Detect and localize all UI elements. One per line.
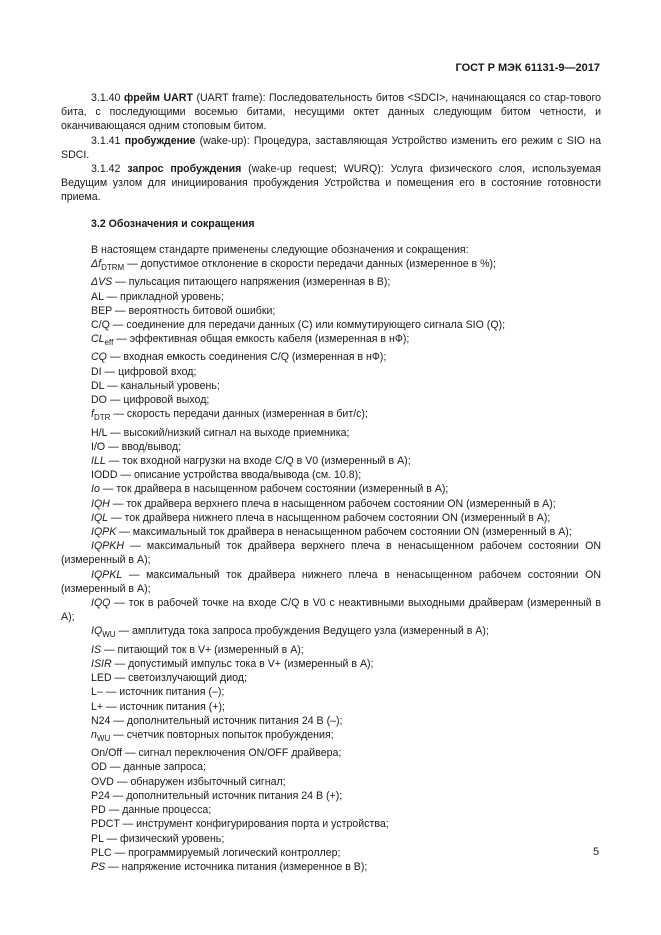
term-symbol: n	[91, 728, 97, 741]
definition-term: пробуждение	[124, 134, 196, 147]
term-description: — входная емкость соединения C/Q (измеренная в нФ);	[106, 351, 387, 364]
definitions-block	[61, 91, 601, 205]
term-symbol: On/Off	[91, 747, 123, 760]
term-description: — источник питания (–);	[102, 686, 225, 699]
term-symbol: IQPK	[91, 526, 117, 539]
term-item	[61, 275, 601, 289]
term-description: — обнаружен избыточный сигнал;	[113, 775, 286, 788]
term-item	[61, 832, 601, 846]
term-symbol: f	[91, 408, 94, 421]
term-symbol: ILL	[91, 455, 106, 467]
term-description: — дополнительный источник питания 24 В (–);	[110, 714, 343, 727]
term-item	[61, 440, 601, 454]
term-symbol: IQH	[91, 497, 110, 510]
term-subscript: WU	[102, 630, 116, 640]
term-item	[61, 714, 601, 728]
term-description: — максимальный ток драйвера верхнего плеча в ненасыщенном рабочем состоянии ON (измеренный в А);	[61, 540, 601, 567]
term-symbol: I/O	[91, 440, 106, 453]
term-item	[61, 407, 601, 425]
term-item	[61, 304, 601, 318]
term-symbol: IQQ	[91, 597, 111, 610]
term-item	[61, 426, 601, 440]
term-description: — ввод/вывод;	[105, 440, 182, 453]
term-symbol: BEP	[91, 304, 113, 317]
term-item	[61, 365, 601, 379]
term-item	[61, 624, 601, 642]
term-item	[61, 482, 601, 496]
term-subscript: DTRM	[101, 263, 125, 273]
definition-text: (wake-up): Процедура, заставляющая Устройство изменить его режим с SIO на SDCI.	[61, 134, 601, 161]
term-item	[61, 596, 601, 624]
term-description: — цифровой вход;	[101, 365, 197, 378]
term-description: — данные запроса;	[106, 761, 206, 774]
term-description: — напряжение источника питания (измеренное в В);	[105, 860, 368, 873]
term-description: — ток драйвера верхнего плеча в насыщенном рабочем состоянии ON (измеренный в А);	[109, 497, 556, 510]
term-item	[61, 643, 601, 657]
term-description: — высокий/низкий сигнал на выходе приемника;	[107, 426, 350, 439]
terms-list	[61, 257, 601, 874]
term-symbol: PLC	[91, 846, 112, 859]
term-description: — скорость передачи данных (измеренная в бит/с);	[110, 408, 368, 421]
term-symbol: N24	[91, 714, 111, 727]
term-symbol: IQL	[91, 511, 109, 524]
term-description: — ток драйвера нижнего плеча в насыщенном рабочем состоянии ON (измеренный в А);	[108, 511, 551, 524]
term-description: — допустимое отклонение в скорости передачи данных (измеренное в %);	[124, 258, 497, 271]
term-description: — ток драйвера в насыщенном рабочем состоянии (измеренный в А);	[99, 483, 449, 496]
term-symbol: CQ	[91, 351, 107, 364]
term-symbol: DI	[91, 365, 102, 378]
document-header: ГОСТ Р МЭК 61131-9—2017	[455, 62, 600, 74]
term-item	[61, 511, 601, 525]
page-content	[61, 91, 601, 874]
term-description: — физический уровень;	[103, 832, 225, 845]
term-description: — пульсация питающего напряжения (измеренная в В);	[112, 276, 391, 289]
term-item	[61, 454, 601, 468]
term-item	[61, 290, 601, 304]
section-title: 3.2 Обозначения и сокращения	[91, 217, 255, 230]
term-symbol: P24	[91, 789, 110, 802]
term-item	[61, 257, 601, 275]
definition-paragraph	[61, 162, 601, 205]
term-subscript: DTR	[93, 413, 111, 423]
term-symbol: PD	[91, 804, 106, 817]
term-symbol: IODD	[91, 469, 118, 482]
term-item	[61, 497, 601, 511]
term-symbol: Io	[91, 483, 100, 496]
term-symbol: OVD	[91, 775, 114, 788]
term-description: — светоизлучающий диод;	[111, 672, 247, 685]
term-symbol: CL	[91, 333, 105, 346]
term-item	[61, 789, 601, 803]
definition-text: (wake-up request; WURQ): Услуга физического слоя, используемая Ведущим узлом для инициирования пробуждения Устройства и помещения его в состояние готовности приема.	[61, 163, 602, 204]
term-symbol: C/Q	[91, 318, 110, 331]
term-item	[61, 728, 601, 746]
term-item	[61, 817, 601, 831]
term-description: — соединение для передачи данных (С) или коммутирующего сигнала SIO (Q);	[109, 318, 506, 331]
term-description: — данные процесса;	[105, 804, 212, 817]
term-symbol: IQPKL	[91, 568, 123, 581]
term-symbol: PS	[91, 860, 106, 873]
term-description: — вероятность битовой ошибки;	[112, 304, 276, 317]
term-symbol: IS	[91, 643, 102, 656]
term-subscript: eff	[104, 338, 114, 348]
term-subscript: WU	[96, 734, 111, 744]
term-symbol: ISIR	[91, 657, 112, 670]
term-description: — ток входной нагрузки на входе C/Q в V0 (измеренный в А);	[105, 455, 411, 467]
term-symbol: DL	[91, 379, 105, 392]
term-symbol: AL	[91, 290, 104, 303]
term-item	[61, 318, 601, 332]
section-intro: В настоящем стандарте применены следующие обозначения и сокращения:	[91, 243, 469, 256]
term-description: — цифровой выход;	[106, 394, 210, 407]
term-item	[61, 350, 601, 364]
definition-term: запрос пробуждения	[127, 163, 242, 176]
term-symbol: Δf	[91, 258, 102, 271]
term-description: — дополнительный источник питания 24 В (+);	[109, 789, 343, 802]
term-item	[61, 468, 601, 482]
term-item	[61, 700, 601, 714]
term-symbol: OD	[91, 761, 107, 774]
term-symbol: H/L	[91, 426, 108, 439]
term-description: — допустимый импульс тока в V+ (измеренный в А);	[111, 657, 374, 670]
definition-number: 3.1.42	[91, 163, 121, 176]
term-item	[61, 379, 601, 393]
definition-number: 3.1.41	[91, 134, 121, 147]
definition-paragraph	[61, 134, 601, 162]
term-symbol: L+	[91, 700, 104, 713]
term-item	[61, 860, 601, 874]
term-description: — прикладной уровень;	[103, 290, 224, 303]
term-symbol: LED	[91, 672, 112, 685]
term-item	[61, 775, 601, 789]
term-description: — максимальный ток драйвера нижнего плеча в ненасыщенном рабочем состоянии ON (измеренный в А);	[61, 568, 601, 595]
definition-number: 3.1.40	[91, 92, 121, 104]
term-item	[61, 525, 601, 539]
term-symbol: PL	[91, 832, 104, 845]
term-description: — описание устройства ввода/вывода (см. 10.8);	[117, 469, 362, 482]
term-item	[61, 685, 601, 699]
term-item	[61, 393, 601, 407]
term-description: — амплитуда тока запроса пробуждения Ведущего узла (измеренный в А);	[115, 625, 489, 638]
term-description: — канальный уровень;	[104, 379, 220, 392]
term-description: — источник питания (+);	[103, 700, 225, 713]
term-description: — сигнал переключения ON/OFF драйвера;	[122, 747, 342, 760]
term-description: — программируемый логический контроллер;	[111, 846, 341, 859]
term-item	[61, 671, 601, 685]
term-symbol: ΔVS	[91, 276, 113, 289]
term-description: — питающий ток в V+ (измеренный в А);	[101, 643, 304, 656]
term-symbol: IQPKH	[91, 540, 124, 553]
term-description: — инструмент конфигурирования порта и устройства;	[119, 818, 389, 831]
term-item	[61, 657, 601, 671]
term-description: — счетчик повторных попыток пробуждения;	[110, 728, 334, 741]
definition-text: (UART frame): Последовательность битов <SDCI>, начинающаяся со стар-тового бита, с последующими восемью битами, несущими октет данных следующим битом четности, и оканчивающаяся одним стоповым битом.	[61, 92, 601, 133]
term-item	[61, 846, 601, 860]
term-symbol: IQ	[91, 625, 103, 638]
term-description: — ток в рабочей точке на входе C/Q в V0 с неактивными выходными драйверам (измеренный в А);	[61, 597, 601, 624]
term-description: — эффективная общая емкость кабеля (измеренная в нФ);	[113, 333, 410, 346]
term-symbol: DO	[91, 394, 107, 407]
term-item	[61, 568, 601, 596]
page-number: 5	[593, 846, 600, 858]
definition-term: фрейм UART	[124, 92, 193, 104]
term-item	[61, 803, 601, 817]
term-symbol: L–	[91, 686, 103, 699]
term-item	[61, 539, 601, 567]
term-description: — максимальный ток драйвера в ненасыщенном рабочем состоянии ON (измеренный в А);	[116, 526, 572, 539]
term-item	[61, 746, 601, 760]
term-item	[61, 332, 601, 350]
term-item	[61, 760, 601, 774]
definition-paragraph	[61, 91, 601, 134]
term-symbol: PDCT	[91, 818, 120, 831]
